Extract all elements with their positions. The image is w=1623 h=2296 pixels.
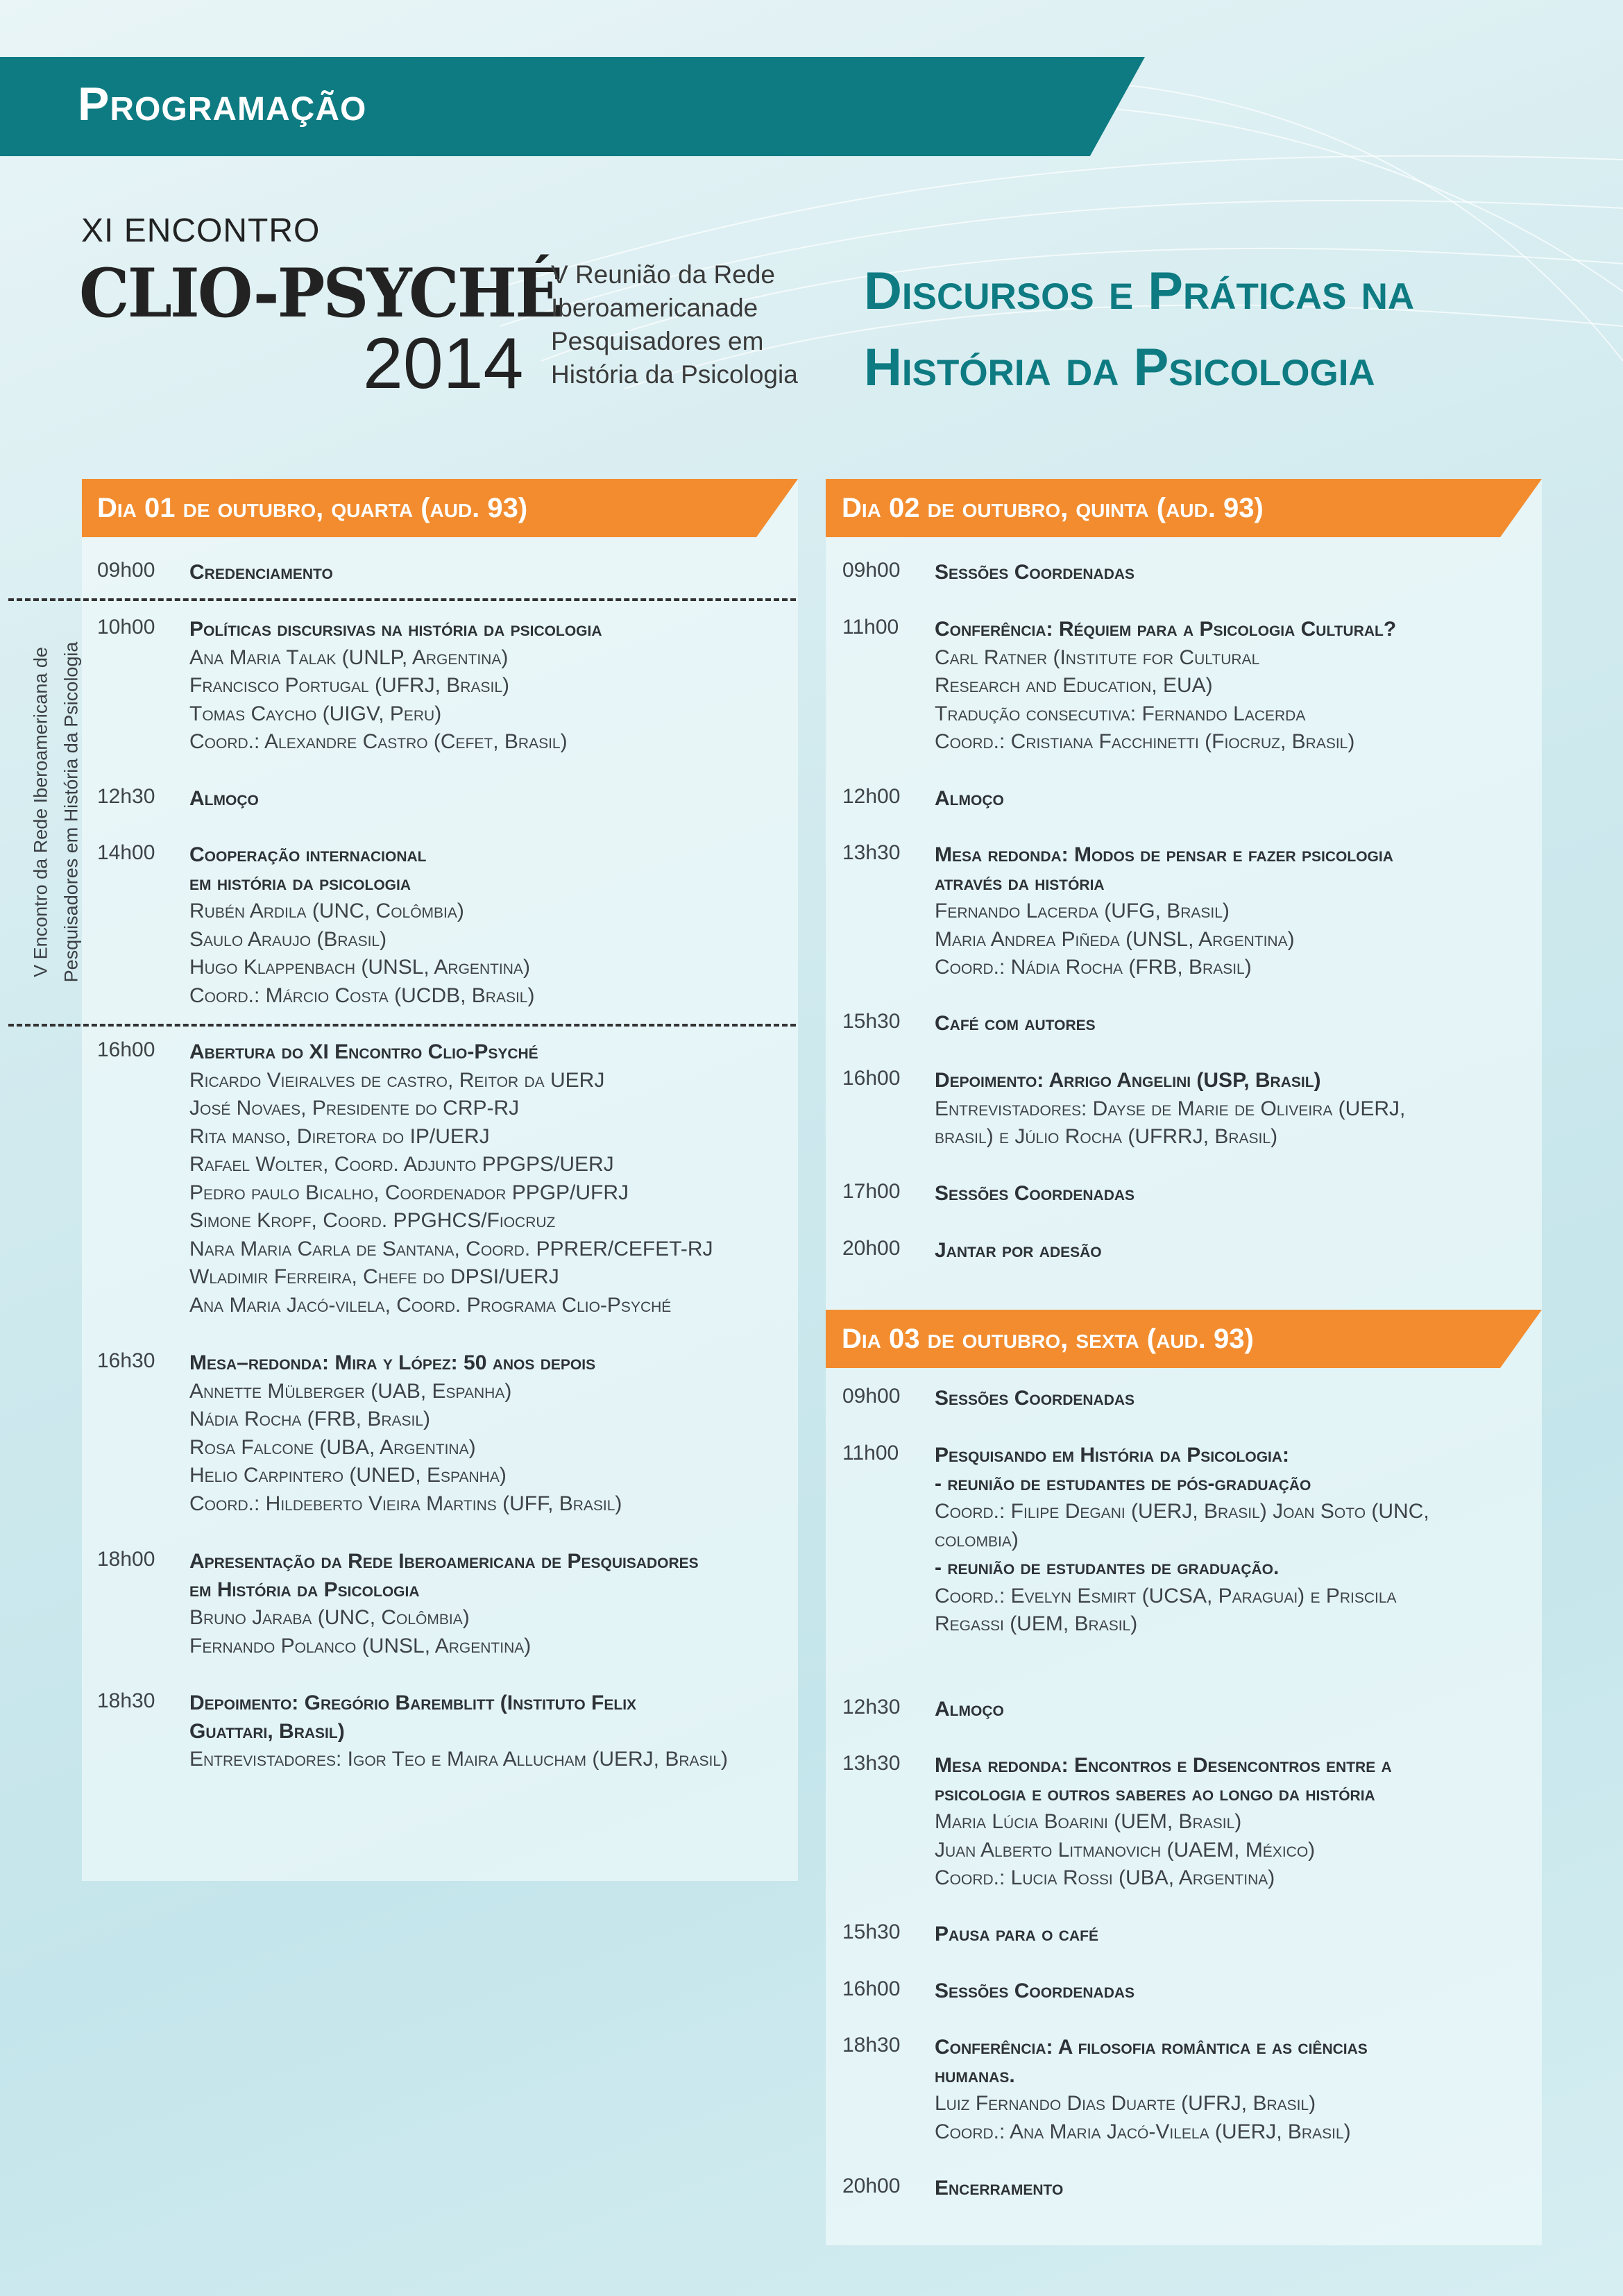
participant: Coord.: Cristiana Facchinetti (Fiocruz, Brasil) bbox=[935, 730, 1355, 753]
dashed-divider bbox=[8, 598, 796, 601]
logo-subtitle-line: Iberoamericanade bbox=[551, 294, 758, 322]
session-time: 09h00 bbox=[842, 1385, 901, 1408]
session-title: Pesquisando em História da Psicologia: bbox=[935, 1444, 1290, 1467]
session-title: - reunião de estudantes de graduação. bbox=[935, 1556, 1280, 1579]
session-title: Sessões Coordenadas bbox=[935, 561, 1135, 584]
session-time: 10h00 bbox=[97, 616, 155, 639]
session-title: Conferência: Réquiem para a Psicologia Cultural? bbox=[935, 618, 1397, 641]
session-title: em História da Psicologia bbox=[189, 1578, 420, 1601]
side-text-line: V Encontro da Rede Iberoamericana de bbox=[30, 647, 51, 977]
session-title: em história da psicologia bbox=[189, 871, 411, 895]
participant: Rosa Falcone (UBA, Argentina) bbox=[189, 1435, 476, 1459]
participant: Ana Maria Jacó-vilela, Coord. Programa Clio-Psyché bbox=[189, 1293, 672, 1317]
logo-subtitle bbox=[551, 258, 798, 391]
participant: Pedro paulo Bicalho, Coordenador PPGP/UFRJ bbox=[189, 1181, 629, 1204]
session-title: Depoimento: Arrigo Angelini (USP, Brasil) bbox=[935, 1069, 1321, 1092]
session-time: 18h30 bbox=[97, 1689, 155, 1712]
participant: Tomas Caycho (UIGV, Peru) bbox=[189, 702, 442, 725]
participant: José Novaes, Presidente do CRP-RJ bbox=[189, 1097, 520, 1120]
participant: Coord.: Hildeberto Vieira Martins (UFF, Brasil) bbox=[189, 1492, 622, 1515]
participant: Fernando Lacerda (UFG, Brasil) bbox=[935, 900, 1230, 922]
session-title: Almoço bbox=[935, 787, 1004, 810]
headline-line: Discursos e Práticas na bbox=[864, 262, 1415, 321]
session-time: 15h30 bbox=[842, 1921, 901, 1943]
participant: Coord.: Filipe Degani (UERJ, Brasil) Joan Soto (UNC, bbox=[935, 1500, 1429, 1523]
headline-line: História da Psicologia bbox=[864, 338, 1375, 397]
participant: Rafael Wolter, Coord. Adjunto PPGPS/UERJ bbox=[189, 1153, 614, 1176]
session-title: Encerramento bbox=[935, 2177, 1064, 2200]
participant: Coord.: Lucia Rossi (UBA, Argentina) bbox=[935, 1866, 1275, 1889]
session-title: psicologia e outros saberes ao longo da história bbox=[935, 1782, 1375, 1805]
participant: Coord.: Márcio Costa (UCDB, Brasil) bbox=[189, 984, 535, 1007]
session-time: 13h30 bbox=[842, 841, 901, 864]
session-time: 20h00 bbox=[842, 1237, 901, 1260]
session-title: Abertura do XI Encontro Clio-Psyché bbox=[189, 1040, 538, 1063]
participant: Luiz Fernando Dias Duarte (UFRJ, Brasil) bbox=[935, 2092, 1316, 2115]
day2-title: Dia 02 de outubro, quinta (aud. 93) bbox=[842, 493, 1264, 523]
participant: Wladimir Ferreira, Chefe do DPSI/UERJ bbox=[189, 1265, 559, 1288]
session-title: Apresentação da Rede Iberoamericana de Pesquisadores bbox=[189, 1550, 699, 1573]
session-title: Políticas discursivas na história da psicologia bbox=[189, 618, 602, 641]
session-title: Almoço bbox=[935, 1698, 1004, 1721]
session-title: Sessões Coordenadas bbox=[935, 1387, 1135, 1410]
participant: Rubén Ardila (UNC, Colômbia) bbox=[189, 900, 464, 922]
session-time: 13h30 bbox=[842, 1752, 901, 1775]
session-title: Sessões Coordenadas bbox=[935, 1182, 1135, 1205]
participant: Rita manso, Diretora do IP/UERJ bbox=[189, 1124, 490, 1148]
session-time: 11h00 bbox=[842, 1442, 899, 1464]
participant: Hugo Klappenbach (UNSL, Argentina) bbox=[189, 956, 530, 979]
participant: Coord.: Ana Maria Jacó-Vilela (UERJ, Brasil) bbox=[935, 2120, 1351, 2143]
session-title: - reunião de estudantes de pós-graduação bbox=[935, 1471, 1311, 1495]
session-title: Jantar por adesão bbox=[935, 1239, 1102, 1262]
participant: Coord.: Evelyn Esmirt (UCSA, Paraguai) e Priscila bbox=[935, 1584, 1397, 1607]
session-time: 18h00 bbox=[97, 1548, 155, 1571]
session-title: Guattari, Brasil) bbox=[189, 1719, 345, 1743]
session-title: Mesa–redonda: Mira y López: 50 anos depois bbox=[189, 1351, 596, 1374]
session-time: 12h00 bbox=[842, 785, 901, 808]
page-title: Programação bbox=[78, 78, 367, 130]
session-title: Sessões Coordenadas bbox=[935, 1980, 1135, 2002]
session-time: 12h30 bbox=[97, 785, 155, 808]
session-time: 12h30 bbox=[842, 1696, 901, 1719]
participant: Carl Ratner (Institute for Cultural bbox=[935, 645, 1260, 669]
participant: Helio Carpintero (UNED, Espanha) bbox=[189, 1464, 507, 1487]
participant: Simone Kropf, Coord. PPGHCS/Fiocruz bbox=[189, 1209, 556, 1232]
session-title: Café com autores bbox=[935, 1012, 1096, 1035]
logo-subtitle-line: V Reunião da Rede bbox=[551, 260, 775, 289]
session-title: Mesa redonda: Encontros e Desencontros entre a bbox=[935, 1754, 1392, 1777]
session-title: Pausa para o café bbox=[935, 1923, 1098, 1945]
day3-title: Dia 03 de outubro, sexta (aud. 93) bbox=[842, 1324, 1254, 1354]
session-title: Mesa redonda: Modos de pensar e fazer psicologia bbox=[935, 843, 1393, 866]
participant: Coord.: Nádia Rocha (FRB, Brasil) bbox=[935, 956, 1252, 979]
dashed-divider bbox=[8, 1024, 796, 1027]
participant: Maria Andrea Piñeda (UNSL, Argentina) bbox=[935, 927, 1295, 951]
participant: Annette Mülberger (UAB, Espanha) bbox=[189, 1379, 512, 1403]
session-time: 17h00 bbox=[842, 1180, 901, 1203]
session-time: 16h00 bbox=[97, 1038, 155, 1061]
session-title: Cooperação internacional bbox=[189, 843, 427, 866]
session-title: humanas. bbox=[935, 2063, 1015, 2087]
participant: Coord.: Alexandre Castro (Cefet, Brasil) bbox=[189, 730, 568, 753]
logo-pre-text: XI ENCONTRO bbox=[81, 212, 321, 249]
session-time: 16h30 bbox=[97, 1349, 155, 1372]
session-title: Depoimento: Gregório Baremblitt (Instituto Felix bbox=[189, 1691, 637, 1714]
participant: Francisco Portugal (UFRJ, Brasil) bbox=[189, 674, 509, 697]
participant: Nara Maria Carla de Santana, Coord. PPRER/CEFET-RJ bbox=[189, 1237, 713, 1260]
side-text-line: Pesquisadores em História da Psicologia bbox=[60, 641, 81, 983]
participant: Juan Alberto Litmanovich (UAEM, México) bbox=[935, 1838, 1316, 1862]
participant: Maria Lúcia Boarini (UEM, Brasil) bbox=[935, 1810, 1242, 1833]
session-time: 16h00 bbox=[842, 1977, 901, 2000]
session-time: 16h00 bbox=[842, 1067, 901, 1090]
session-time: 11h00 bbox=[842, 616, 899, 639]
participant: Bruno Jaraba (UNC, Colômbia) bbox=[189, 1606, 470, 1629]
session-time: 14h00 bbox=[97, 841, 155, 864]
participant: colombia) bbox=[935, 1528, 1019, 1551]
session-time: 09h00 bbox=[97, 559, 155, 582]
session-time: 09h00 bbox=[842, 559, 901, 582]
participant: brasil) e Júlio Rocha (UFRRJ, Brasil) bbox=[935, 1125, 1278, 1148]
participant: Fernando Polanco (UNSL, Argentina) bbox=[189, 1634, 532, 1657]
participant: Research and Education, EUA) bbox=[935, 674, 1213, 697]
logo-year: 2014 bbox=[363, 323, 524, 404]
session-time: 20h00 bbox=[842, 2175, 901, 2197]
participant: Tradução consecutiva: Fernando Lacerda bbox=[935, 702, 1306, 725]
participant: Regassi (UEM, Brasil) bbox=[935, 1612, 1138, 1635]
session-title: Credenciamento bbox=[189, 561, 333, 584]
logo-main-text: CLIO-PSYCHÉ bbox=[79, 254, 561, 332]
session-title: Conferência: A filosofia romântica e as ciências bbox=[935, 2036, 1368, 2059]
logo-subtitle-line: Pesquisadores em bbox=[551, 327, 764, 355]
session-title: Almoço bbox=[189, 787, 259, 810]
day1-title: Dia 01 de outubro, quarta (aud. 93) bbox=[97, 493, 528, 523]
participant: Saulo Araujo (Brasil) bbox=[189, 927, 387, 951]
participant: Entrevistadores: Igor Teo e Maira Allucham (UERJ, Brasil) bbox=[189, 1748, 729, 1771]
logo-subtitle-line: História da Psicologia bbox=[551, 360, 798, 389]
participant: Nádia Rocha (FRB, Brasil) bbox=[189, 1408, 431, 1430]
session-time: 15h30 bbox=[842, 1010, 901, 1033]
participant: Ricardo Vieiralves de castro, Reitor da UERJ bbox=[189, 1068, 605, 1092]
session-time: 18h30 bbox=[842, 2034, 901, 2057]
participant: Entrevistadores: Dayse de Marie de Oliveira (UERJ, bbox=[935, 1097, 1406, 1120]
event-headline bbox=[864, 253, 1414, 406]
side-text bbox=[14, 604, 97, 1020]
session-title: através da história bbox=[935, 871, 1105, 895]
participant: Ana Maria Talak (UNLP, Argentina) bbox=[189, 645, 509, 669]
